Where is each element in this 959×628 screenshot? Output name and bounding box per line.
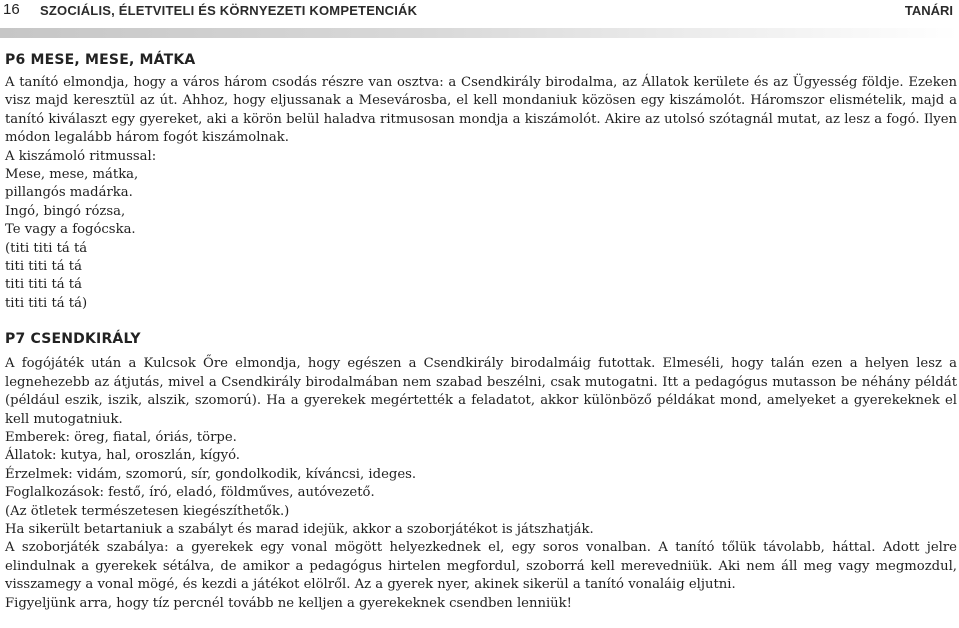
p6-line: pillangós madárka. — [5, 185, 133, 201]
header-title: SZOCIÁLIS, ÉLETVITELI ÉS KÖRNYEZETI KOMPETENCIÁK — [40, 3, 418, 18]
section-title-p6: P6 MESE, MESE, MÁTKA — [5, 52, 196, 68]
p7-rules-paragraph: A szoborjáték szabálya: a gyerekek egy vonal mögött helyezkednek el, egy soros vonalban. A tanító tőlük távolabb, háttal. Adott jelre elindulnak a gyerekek sétálva, de amikor a pedagógus hirtelen megfordul, szoborrá kell merevedniük. Aki nem áll meg vagy megmozdul, visszamegy a vonal mögé, és kezdi a játékot elölről. Az a gyerek nyer, akinek sikerül a tanító vonaláig eljutni. — [5, 540, 957, 593]
p7-line: Állatok: kutya, hal, oroszlán, kígyó. — [5, 448, 240, 464]
page-number: 16 — [3, 1, 20, 18]
p7-line: Foglalkozások: festő, író, eladó, földműves, autóvezető. — [5, 485, 375, 501]
page-content — [5, 52, 957, 613]
p7-line: Emberek: öreg, fiatal, óriás, törpe. — [5, 429, 237, 445]
section-title-p7: P7 CSENDKIRÁLY — [5, 331, 141, 348]
p7-final-note: Figyeljünk arra, hogy tíz percnél tovább ne kelljen a gyerekeknek csendben lenniük! — [5, 595, 572, 611]
p6-line: (titi titi tá tá — [5, 240, 88, 256]
p6-line: Ingó, bingó rózsa, — [5, 203, 126, 219]
p7-line: (Az ötletek természetesen kiegészíthetők.) — [5, 503, 290, 519]
p7-line: Ha sikerült betartaniuk a szabályt és marad idejük, akkor a szoborjátékot is játszhatják. — [5, 521, 594, 537]
p7-line: Érzelmek: vidám, szomorú, sír, gondolkodik, kíváncsi, ideges. — [5, 466, 417, 482]
p6-line: Te vagy a fogócska. — [5, 222, 136, 238]
p7-list-block — [5, 429, 957, 539]
p6-line: titi titi tá tá — [5, 259, 82, 275]
p7-intro-paragraph: A fogójáték után a Kulcsok Őre elmondja, hogy egészen a Csendkirály birodalmáig futottak. Elmeséli, hogy talán ezen a helyen lesz a legnehezebb az átjutás, mivel a Csendkirály birodalmában nem szabad beszélni, csak mutogatni. Itt a pedagógus mutasson be néhány példát (például eszik, iszik, alszik, szomorú). Ha a gyerekek megértették a feladatot, akkor különböző példákat mond, amelyeket a gyerekeknek el kell mutogatniuk. — [5, 356, 957, 427]
p6-line: titi titi tá tá) — [5, 295, 88, 311]
page-header — [0, 0, 959, 24]
p6-intro-paragraph: A tanító elmondja, hogy a város három csodás részre van osztva: a Csendkirály birodalma, az Állatok kerülete és az Ügyesség földje. Ezeken visz majd keresztül az út. Ahhoz, hogy eljussanak a Mesevárosba, el kell mondaniuk közösen egy kiszámolót. Háromszor elismételik, majd a tanító kiválaszt egy gyereket, aki a körön belül haladva ritmusosan mondja a kiszámolót. Akire az utolsó szótagnál mutat, az lesz a fogó. Ilyen módon legalább három fogót kiszámolnak. — [5, 75, 957, 146]
p6-line: titi titi tá tá — [5, 277, 82, 293]
p6-line: A kiszámoló ritmussal: — [5, 148, 157, 164]
p6-rhyme-block — [5, 148, 957, 314]
header-section-label: TANÁRI — [904, 3, 953, 18]
header-gradient-rule — [0, 28, 959, 38]
p6-line: Mese, mese, mátka, — [5, 167, 139, 183]
